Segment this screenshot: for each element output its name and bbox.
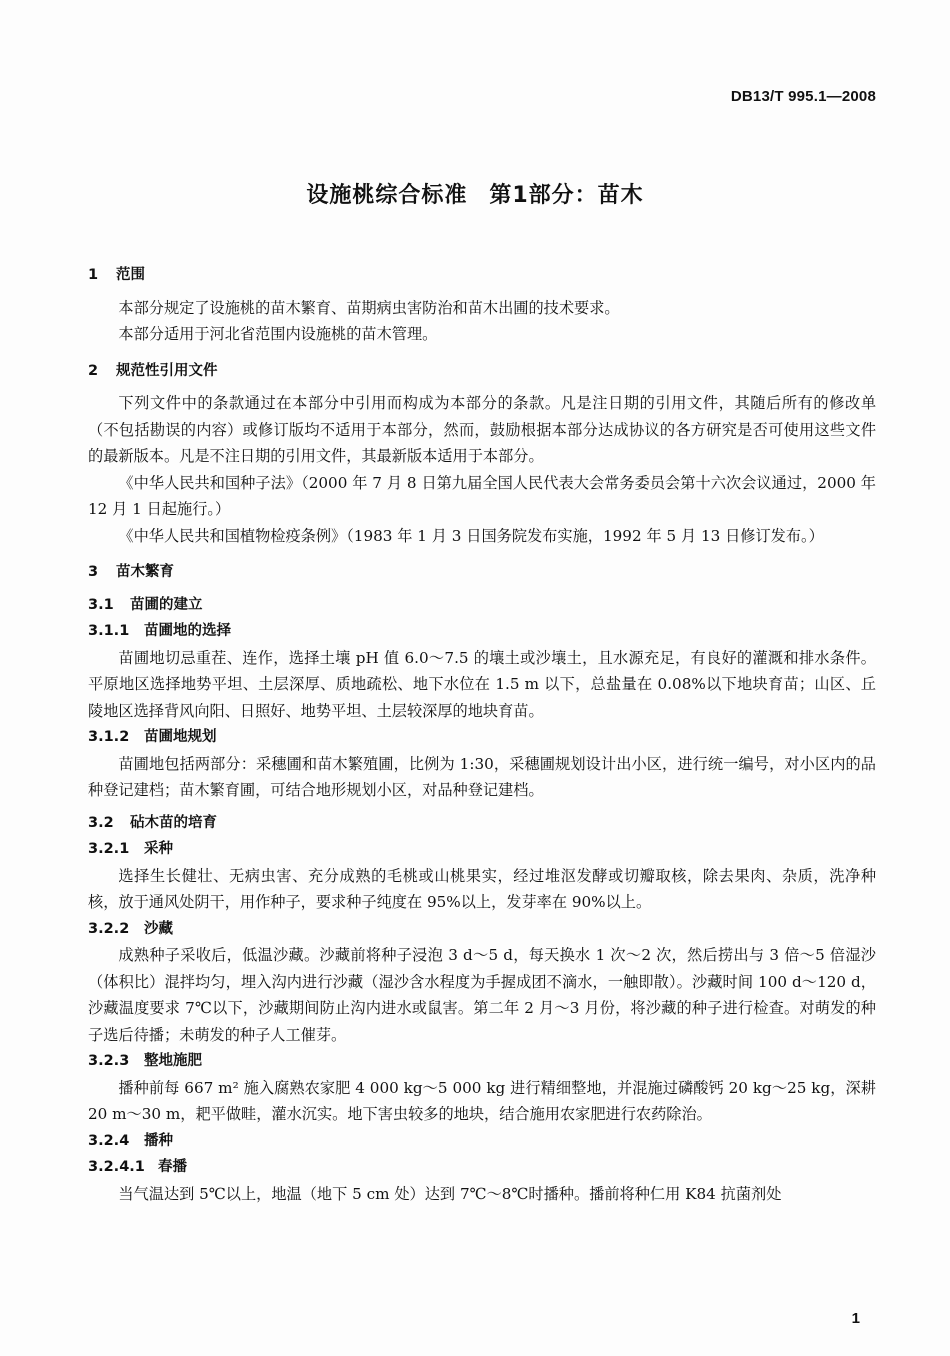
section-title: 沙藏 <box>144 920 173 937</box>
document-title <box>0 178 950 209</box>
section-number: 3.2.4 <box>88 1132 130 1149</box>
page-number: 1 <box>851 1310 860 1327</box>
section-title: 苗圃地规划 <box>144 729 217 745</box>
paragraph: 下列文件中的条款通过在本部分中引用而构成为本部分的条款。凡是注日期的引用文件，其随后所有的修改单（不包括勘误的内容）或修订版均不适用于本部分，然而，鼓励根据本部分达成协议的各方研究是否可使用这些文件的最新版本。凡是不注日期的引用文件，其最新版本适用于本部分。 <box>88 394 876 465</box>
paragraph: 当气温达到 5℃以上，地温（地下 5 cm 处）达到 7℃～8℃时播种。播前将种仁用 K84 抗菌剂处 <box>118 1184 782 1203</box>
paragraph: 苗圃地切忌重茬、连作，选择土壤 pH 值 6.0～7.5 的壤土或沙壤土，且水源充足，有良好的灌溉和排水条件。平原地区选择地势平坦、土层深厚、质地疏松、地下水位在 1.5 m 以下，总盐量在 0.08%以下地块育苗；山区、丘陵地区选择背风向阳、日照好、地势平坦、土层较深厚的地块育苗。 <box>88 648 876 720</box>
section-title: 整地施肥 <box>144 1053 202 1069</box>
section-title: 采种 <box>144 841 173 857</box>
section-number: 3 <box>88 564 99 580</box>
section-heading <box>88 559 876 586</box>
section-number: 3.2.1 <box>88 841 130 857</box>
section-title: 苗圃地的选择 <box>144 623 231 639</box>
section-title: 规范性引用文件 <box>116 362 218 379</box>
section-number: 1 <box>88 267 99 283</box>
subsection-heading <box>88 810 876 837</box>
subsection-heading <box>88 1154 876 1181</box>
section-title: 范围 <box>116 267 145 283</box>
paragraph: 播种前每 667 m² 施入腐熟农家肥 4 000 kg～5 000 kg 进行精细整地，并混施过磷酸钙 20 kg～25 kg，深耕 20 m～30 m，耙平做畦，灌水沉实。地下害虫较多的地块，结合施用农家肥进行农药除治。 <box>88 1078 876 1123</box>
subsection-heading <box>88 916 876 943</box>
paragraph: 选择生长健壮、无病虫害、充分成熟的毛桃或山桃果实，经过堆沤发酵或切瓣取核，除去果肉、杂质，洗净种核，放于通风处阴干，用作种子，要求种子纯度在 95%以上，发芽率在 90%以上。 <box>88 866 876 911</box>
paragraph: 《中华人民共和国植物检疫条例》（1983 年 1 月 3 日国务院发布实施，1992 年 5 月 13 日修订发布。） <box>118 526 824 545</box>
section-heading <box>88 358 876 385</box>
section-number: 3.2.3 <box>88 1053 130 1069</box>
section-title: 春播 <box>158 1159 187 1175</box>
paragraph: 苗圃地包括两部分：采穗圃和苗木繁殖圃，比例为 1:30，采穗圃规划设计出小区，进行统一编号，对小区内的品种登记建档；苗木繁育圃，可结合地形规划小区，对品种登记建档。 <box>88 754 876 799</box>
section-title: 砧木苗的培育 <box>130 814 217 831</box>
document-body <box>88 262 876 1207</box>
section-number: 3.1.1 <box>88 623 130 639</box>
subsection-heading <box>88 1128 876 1155</box>
section-number: 3.1 <box>88 596 114 613</box>
section-number: 3.2.2 <box>88 920 130 937</box>
section-number: 2 <box>88 362 99 379</box>
paragraph: 本部分规定了设施桃的苗木繁育、苗期病虫害防治和苗木出圃的技术要求。 <box>118 298 620 317</box>
section-title: 播种 <box>144 1132 173 1149</box>
section-title: 苗圃的建立 <box>130 596 203 613</box>
paragraph: 成熟种子采收后，低温沙藏。沙藏前将种子浸泡 3 d～5 d，每天换水 1 次～2 次，然后捞出与 3 倍～5 倍湿沙（体积比）混拌均匀，埋入沟内进行沙藏（湿沙含水程度为手握成团不滴水，一触即散）。沙藏时间 100 d～120 d，沙藏温度要求 7℃以下，沙藏期间防止沟内进水或鼠害。第二年 2 月～3 月份，将沙藏的种子进行检查。对萌发的种子选后待播；未萌发的种子人工催芽。 <box>88 946 876 1044</box>
subsection-heading <box>88 836 876 863</box>
subsection-heading <box>88 618 876 645</box>
section-number: 3.2 <box>88 814 114 831</box>
paragraph: 《中华人民共和国种子法》（2000 年 7 月 8 日第九届全国人民代表大会常务委员会第十六次会议通过，2000 年 12 月 1 日起施行。） <box>88 473 876 518</box>
subsection-heading <box>88 724 876 751</box>
subsection-heading <box>88 1048 876 1075</box>
title-part-1: 设施桃综合标准 <box>306 183 468 208</box>
section-number: 3.2.4.1 <box>88 1159 145 1175</box>
section-number: 3.1.2 <box>88 729 130 745</box>
section-heading <box>88 262 876 289</box>
document-number: DB13/T 995.1—2008 <box>730 88 876 105</box>
paragraph: 本部分适用于河北省范围内设施桃的苗木管理。 <box>118 325 438 343</box>
subsection-heading <box>88 592 876 619</box>
section-title: 苗木繁育 <box>116 564 174 580</box>
title-part-2: 第1部分：苗木 <box>489 183 644 208</box>
